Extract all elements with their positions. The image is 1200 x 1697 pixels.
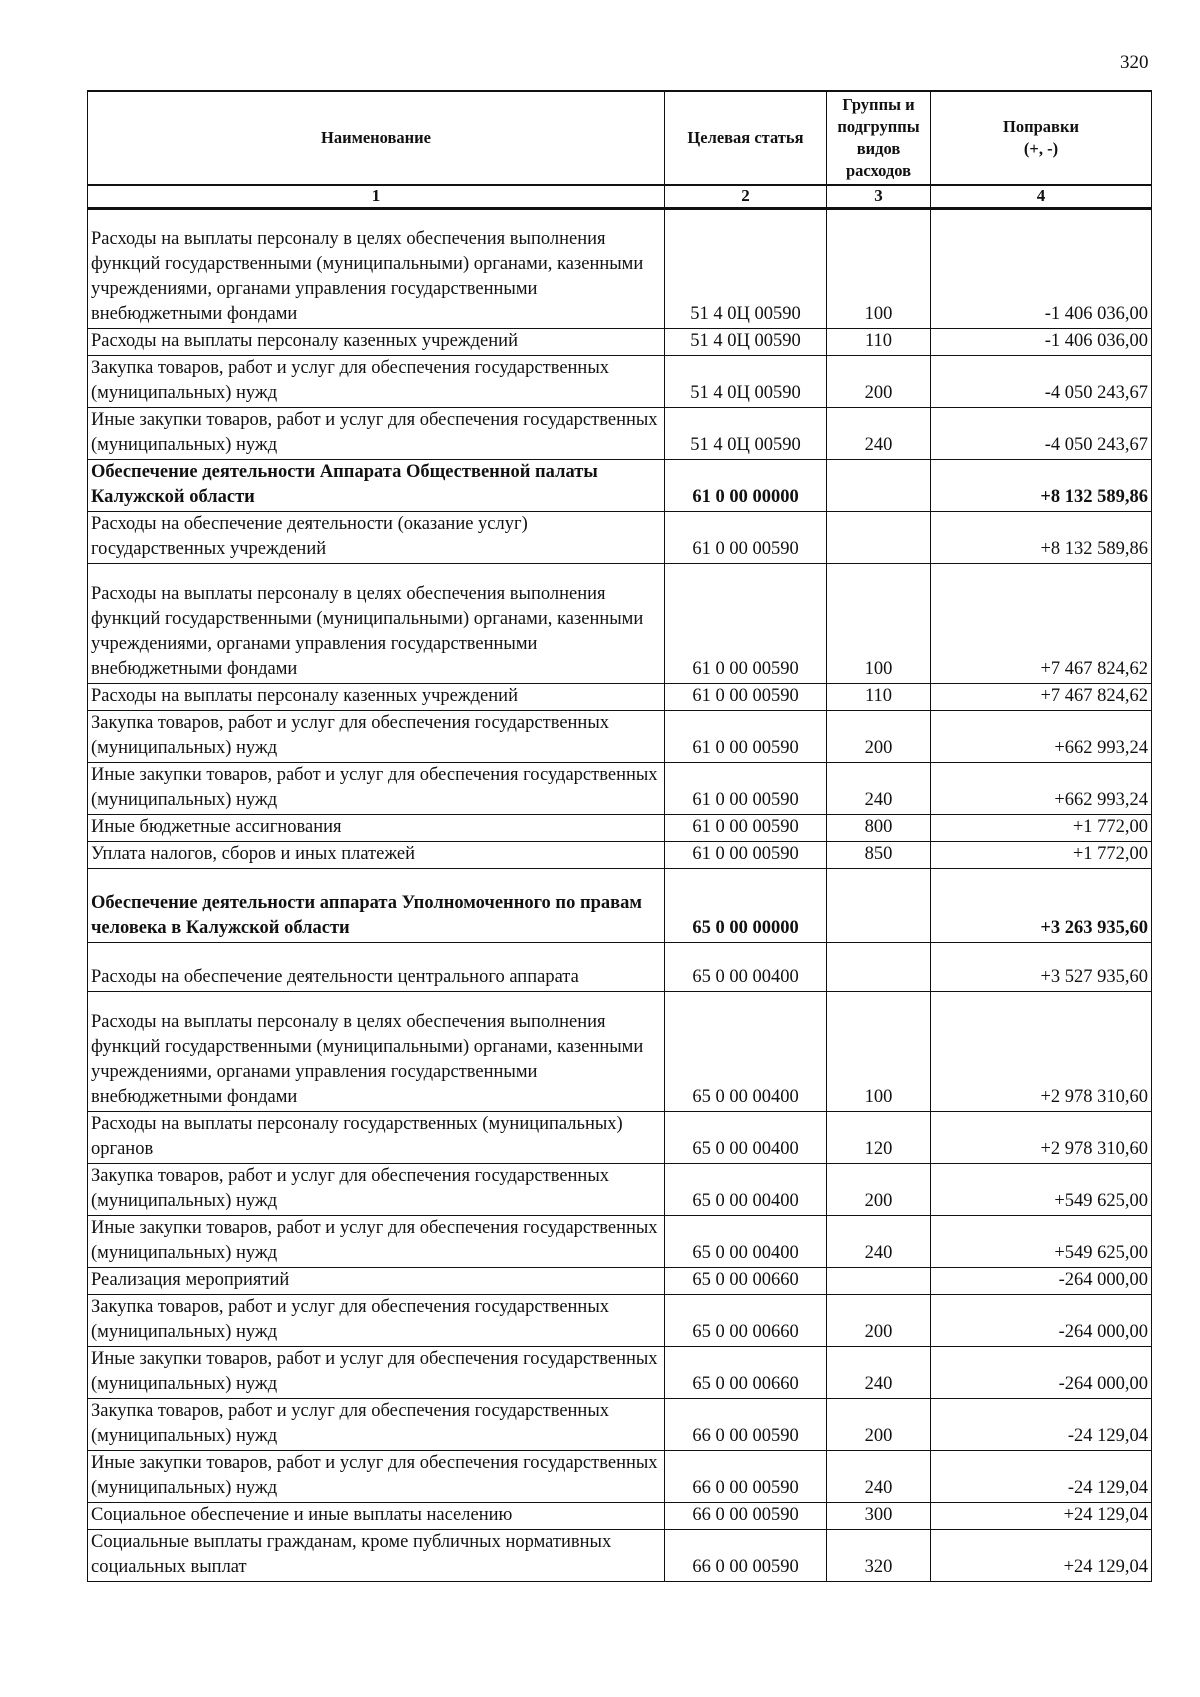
- row-expense-group: 850: [827, 842, 931, 869]
- row-amendment-amount: +1 772,00: [931, 842, 1152, 869]
- column-number: 3: [827, 185, 931, 209]
- row-amendment-amount: +549 625,00: [931, 1216, 1152, 1268]
- row-expense-group: 110: [827, 684, 931, 711]
- row-target-code: 65 0 00 00660: [665, 1268, 827, 1295]
- budget-amendments-table: [87, 90, 1152, 1582]
- row-target-code: 66 0 00 00590: [665, 1503, 827, 1530]
- table-row: [88, 869, 1152, 943]
- row-name: Закупка товаров, работ и услуг для обеспечения государственных (муниципальных) нужд: [88, 711, 665, 763]
- row-target-code: 61 0 00 00590: [665, 512, 827, 564]
- row-amendment-amount: +549 625,00: [931, 1164, 1152, 1216]
- row-target-code: 51 4 0Ц 00590: [665, 356, 827, 408]
- row-expense-group: 240: [827, 1347, 931, 1399]
- table-header-row: [88, 91, 1152, 185]
- table-row: [88, 564, 1152, 684]
- row-amendment-amount: -4 050 243,67: [931, 408, 1152, 460]
- row-expense-group: 300: [827, 1503, 931, 1530]
- header-amendments-title: Поправки: [1003, 117, 1079, 136]
- column-number-row: [88, 185, 1152, 209]
- table-row: [88, 356, 1152, 408]
- row-expense-group: 800: [827, 815, 931, 842]
- row-target-code: 61 0 00 00590: [665, 564, 827, 684]
- row-expense-group: 110: [827, 329, 931, 356]
- row-expense-group: 240: [827, 1451, 931, 1503]
- row-name: Уплата налогов, сборов и иных платежей: [88, 842, 665, 869]
- row-expense-group: 240: [827, 763, 931, 815]
- row-name: Реализация мероприятий: [88, 1268, 665, 1295]
- row-target-code: 51 4 0Ц 00590: [665, 329, 827, 356]
- row-amendment-amount: +24 129,04: [931, 1530, 1152, 1582]
- column-number: 1: [88, 185, 665, 209]
- row-expense-group: 240: [827, 408, 931, 460]
- table-row: [88, 943, 1152, 992]
- table-body: [88, 209, 1152, 1582]
- table-row: [88, 1112, 1152, 1164]
- row-amendment-amount: -264 000,00: [931, 1295, 1152, 1347]
- table-row: [88, 842, 1152, 869]
- row-amendment-amount: +662 993,24: [931, 711, 1152, 763]
- row-amendment-amount: -1 406 036,00: [931, 329, 1152, 356]
- table-row: [88, 1164, 1152, 1216]
- row-name: Расходы на выплаты персоналу казенных учреждений: [88, 329, 665, 356]
- header-groups: Группы и подгруппы видов расходов: [827, 91, 931, 185]
- row-amendment-amount: -1 406 036,00: [931, 209, 1152, 329]
- row-name: Закупка товаров, работ и услуг для обеспечения государственных (муниципальных) нужд: [88, 356, 665, 408]
- row-amendment-amount: -24 129,04: [931, 1399, 1152, 1451]
- row-target-code: 66 0 00 00590: [665, 1451, 827, 1503]
- row-amendment-amount: +662 993,24: [931, 763, 1152, 815]
- row-target-code: 51 4 0Ц 00590: [665, 209, 827, 329]
- row-amendment-amount: -24 129,04: [931, 1451, 1152, 1503]
- table-row: [88, 763, 1152, 815]
- table-row: [88, 992, 1152, 1112]
- row-amendment-amount: +8 132 589,86: [931, 512, 1152, 564]
- row-name: Расходы на выплаты персоналу в целях обеспечения выполнения функций государственными (муниципальными) органами, казенными учреждениями, органами управления государственными внебюджетными фондами: [88, 992, 665, 1112]
- column-number: 4: [931, 185, 1152, 209]
- row-expense-group: [827, 1268, 931, 1295]
- row-amendment-amount: +1 772,00: [931, 815, 1152, 842]
- table-row: [88, 1347, 1152, 1399]
- row-name: Обеспечение деятельности Аппарата Общественной палаты Калужской области: [88, 460, 665, 512]
- row-expense-group: [827, 460, 931, 512]
- row-target-code: 66 0 00 00590: [665, 1399, 827, 1451]
- row-target-code: 65 0 00 00400: [665, 1216, 827, 1268]
- table-row: [88, 512, 1152, 564]
- row-target-code: 65 0 00 00660: [665, 1295, 827, 1347]
- header-amendments-sign: (+, -): [1023, 139, 1059, 158]
- row-name: Иные закупки товаров, работ и услуг для обеспечения государственных (муниципальных) нужд: [88, 763, 665, 815]
- row-target-code: 61 0 00 00000: [665, 460, 827, 512]
- row-expense-group: 100: [827, 209, 931, 329]
- table-row: [88, 329, 1152, 356]
- table-row: [88, 815, 1152, 842]
- row-target-code: 66 0 00 00590: [665, 1530, 827, 1582]
- row-name: Иные закупки товаров, работ и услуг для обеспечения государственных (муниципальных) нужд: [88, 1216, 665, 1268]
- row-amendment-amount: +3 527 935,60: [931, 943, 1152, 992]
- row-amendment-amount: -4 050 243,67: [931, 356, 1152, 408]
- row-expense-group: 200: [827, 356, 931, 408]
- row-name: Иные закупки товаров, работ и услуг для обеспечения государственных (муниципальных) нужд: [88, 1347, 665, 1399]
- row-name: Расходы на выплаты персоналу в целях обеспечения выполнения функций государственными (муниципальными) органами, казенными учреждениями, органами управления государственными внебюджетными фондами: [88, 209, 665, 329]
- row-target-code: 65 0 00 00400: [665, 1164, 827, 1216]
- row-name: Расходы на выплаты персоналу в целях обеспечения выполнения функций государственными (муниципальными) органами, казенными учреждениями, органами управления государственными внебюджетными фондами: [88, 564, 665, 684]
- row-name: Иные закупки товаров, работ и услуг для обеспечения государственных (муниципальных) нужд: [88, 408, 665, 460]
- table-row: [88, 684, 1152, 711]
- header-amendments: [931, 91, 1152, 185]
- row-target-code: 65 0 00 00400: [665, 943, 827, 992]
- row-expense-group: [827, 869, 931, 943]
- row-expense-group: [827, 512, 931, 564]
- row-amendment-amount: -264 000,00: [931, 1347, 1152, 1399]
- row-expense-group: 320: [827, 1530, 931, 1582]
- row-target-code: 61 0 00 00590: [665, 842, 827, 869]
- header-name: Наименование: [88, 91, 665, 185]
- table-row: [88, 1268, 1152, 1295]
- row-expense-group: 100: [827, 992, 931, 1112]
- row-expense-group: 200: [827, 1164, 931, 1216]
- page-number: 320: [1120, 52, 1149, 73]
- row-amendment-amount: -264 000,00: [931, 1268, 1152, 1295]
- row-name: Иные бюджетные ассигнования: [88, 815, 665, 842]
- row-target-code: 65 0 00 00400: [665, 1112, 827, 1164]
- row-expense-group: 200: [827, 1295, 931, 1347]
- row-expense-group: 120: [827, 1112, 931, 1164]
- row-amendment-amount: +3 263 935,60: [931, 869, 1152, 943]
- row-target-code: 61 0 00 00590: [665, 711, 827, 763]
- row-target-code: 51 4 0Ц 00590: [665, 408, 827, 460]
- row-amendment-amount: +7 467 824,62: [931, 564, 1152, 684]
- row-target-code: 65 0 00 00000: [665, 869, 827, 943]
- row-amendment-amount: +7 467 824,62: [931, 684, 1152, 711]
- row-target-code: 61 0 00 00590: [665, 684, 827, 711]
- row-name: Расходы на обеспечение деятельности центрального аппарата: [88, 943, 665, 992]
- row-name: Социальное обеспечение и иные выплаты населению: [88, 1503, 665, 1530]
- table-row: [88, 1216, 1152, 1268]
- table-row: [88, 408, 1152, 460]
- table-row: [88, 711, 1152, 763]
- column-number: 2: [665, 185, 827, 209]
- row-amendment-amount: +24 129,04: [931, 1503, 1152, 1530]
- table-row: [88, 1503, 1152, 1530]
- row-expense-group: 200: [827, 1399, 931, 1451]
- table-row: [88, 1295, 1152, 1347]
- table-row: [88, 1530, 1152, 1582]
- row-expense-group: 240: [827, 1216, 931, 1268]
- row-name: Расходы на выплаты персоналу государственных (муниципальных) органов: [88, 1112, 665, 1164]
- row-name: Обеспечение деятельности аппарата Уполномоченного по правам человека в Калужской области: [88, 869, 665, 943]
- row-target-code: 61 0 00 00590: [665, 815, 827, 842]
- row-name: Закупка товаров, работ и услуг для обеспечения государственных (муниципальных) нужд: [88, 1164, 665, 1216]
- header-target: Целевая статья: [665, 91, 827, 185]
- table-row: [88, 460, 1152, 512]
- row-amendment-amount: +2 978 310,60: [931, 1112, 1152, 1164]
- row-name: Расходы на обеспечение деятельности (оказание услуг) государственных учреждений: [88, 512, 665, 564]
- table-row: [88, 1451, 1152, 1503]
- row-name: Расходы на выплаты персоналу казенных учреждений: [88, 684, 665, 711]
- table-row: [88, 209, 1152, 329]
- row-name: Иные закупки товаров, работ и услуг для обеспечения государственных (муниципальных) нужд: [88, 1451, 665, 1503]
- row-name: Закупка товаров, работ и услуг для обеспечения государственных (муниципальных) нужд: [88, 1295, 665, 1347]
- row-amendment-amount: +2 978 310,60: [931, 992, 1152, 1112]
- row-name: Социальные выплаты гражданам, кроме публичных нормативных социальных выплат: [88, 1530, 665, 1582]
- row-amendment-amount: +8 132 589,86: [931, 460, 1152, 512]
- row-expense-group: [827, 943, 931, 992]
- row-target-code: 65 0 00 00660: [665, 1347, 827, 1399]
- row-expense-group: 100: [827, 564, 931, 684]
- row-name: Закупка товаров, работ и услуг для обеспечения государственных (муниципальных) нужд: [88, 1399, 665, 1451]
- row-expense-group: 200: [827, 711, 931, 763]
- table-row: [88, 1399, 1152, 1451]
- row-target-code: 61 0 00 00590: [665, 763, 827, 815]
- row-target-code: 65 0 00 00400: [665, 992, 827, 1112]
